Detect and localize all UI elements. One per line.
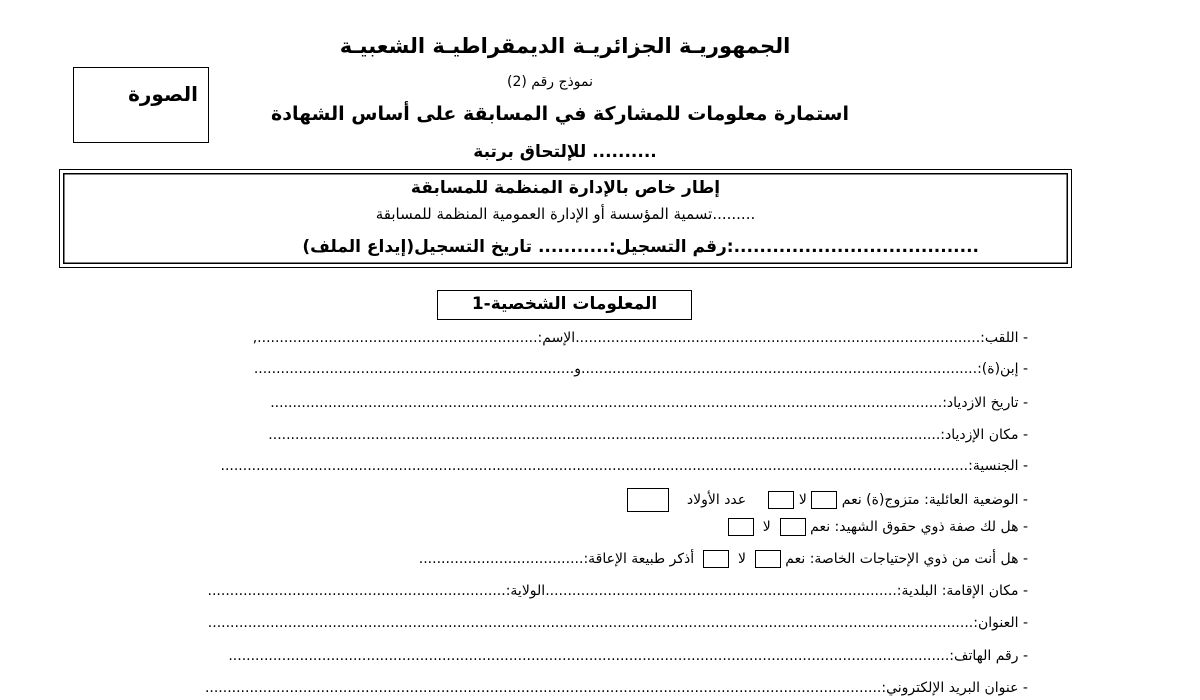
martyr-row (728, 518, 1028, 536)
municipality-field[interactable]: ............................................................................... (545, 583, 897, 599)
residence-row (208, 583, 1028, 599)
model-number: نموذج رقم (2) (506, 74, 594, 90)
rank-line: للإلتحاق برتبة .......... (473, 142, 657, 162)
admin-heading: إطار خاص بالإدارة المنظمة للمسابقة (410, 178, 721, 198)
photo-box[interactable] (73, 67, 209, 143)
residence-label: - مكان الإقامة: البلدية: (896, 583, 1028, 599)
address-label: - العنوان: (973, 615, 1028, 631)
special-needs-no-checkbox[interactable] (703, 550, 729, 568)
nationality-row (221, 458, 1029, 474)
surname-field[interactable]: ........................................................................................... (575, 330, 981, 346)
martyr-label: - هل لك صفة ذوي حقوق الشهيد: نعم (810, 519, 1028, 535)
married-no-label: لا (798, 492, 807, 508)
birth-place-row (268, 427, 1028, 443)
marital-row (627, 488, 1028, 512)
photo-label: الصورة (128, 82, 198, 106)
father-name-field[interactable]: ......................................................................................... (581, 361, 978, 377)
birth-date-row (270, 395, 1028, 411)
email-field[interactable]: ........................................................................................................................................................ (204, 680, 882, 696)
section-title: 1-المعلومات الشخصية (437, 290, 692, 320)
birth-date-label: - تاريخ الازدياد: (942, 395, 1028, 411)
first-name-label: الإسم: (537, 330, 576, 346)
phone-row (228, 648, 1028, 664)
nationality-label: - الجنسية: (968, 458, 1028, 474)
and-label: و (574, 361, 581, 377)
married-no-checkbox[interactable] (768, 491, 794, 509)
special-needs-label: - هل أنت من ذوي الإحتياجات الخاصة: نعم (785, 551, 1028, 567)
mother-name-field[interactable]: ........................................................................ (253, 361, 575, 377)
child-of-row (254, 361, 1028, 377)
first-name-field[interactable]: ..............................................................., (252, 330, 538, 346)
special-needs-yes-checkbox[interactable] (755, 550, 781, 568)
province-label: الولاية: (505, 583, 546, 599)
phone-field[interactable]: .................................................................................................................................................................. (228, 648, 950, 664)
nationality-field[interactable]: ........................................................................................................................................................................ (220, 458, 969, 474)
registration-line: رقم التسجيل:........... تاريخ التسجيل(إيداع الملف):...................................... (302, 237, 979, 257)
married-yes-checkbox[interactable] (811, 491, 837, 509)
country-title: الجمهوريـة الجزائريـة الديمقراطيـة الشعبيـة (339, 34, 791, 58)
martyr-yes-checkbox[interactable] (780, 518, 806, 536)
province-field[interactable]: ................................................................... (207, 583, 506, 599)
birth-place-label: - مكان الإزدياد: (940, 427, 1028, 443)
martyr-no-checkbox[interactable] (728, 518, 754, 536)
email-label: - عنوان البريد الإلكتروني: (881, 680, 1028, 696)
special-needs-row (419, 550, 1028, 568)
disability-type-field[interactable]: ..................................... (418, 551, 584, 567)
surname-label: - اللقب: (980, 330, 1028, 346)
address-field[interactable]: ............................................................................................................................................................................ (207, 615, 974, 631)
admin-section-box (59, 169, 1072, 268)
martyr-no-label: لا (762, 519, 771, 535)
child-of-label: - إبن(ة): (977, 361, 1028, 377)
disability-type-label: أذكر طبيعة الإعاقة: (583, 551, 695, 567)
children-count-label: عدد الأولاد (686, 492, 747, 508)
birth-place-field[interactable]: ....................................................................................................................................................... (268, 427, 941, 443)
surname-row (253, 330, 1028, 346)
form-title: استمارة معلومات للمشاركة في المسابقة على أساس الشهادة (270, 103, 849, 125)
birth-date-field[interactable]: ....................................................................................................................................................... (270, 395, 943, 411)
email-row (205, 680, 1028, 696)
phone-label: - رقم الهاتف: (949, 648, 1028, 664)
special-needs-no-label: لا (737, 551, 746, 567)
children-count-box[interactable] (627, 488, 669, 512)
institution-line: تسمية المؤسسة أو الإدارة العمومية المنظمة للمسابقة......... (375, 205, 756, 223)
marital-label: - الوضعية العائلية: متزوج(ة) نعم (841, 492, 1028, 508)
address-row (208, 615, 1028, 631)
